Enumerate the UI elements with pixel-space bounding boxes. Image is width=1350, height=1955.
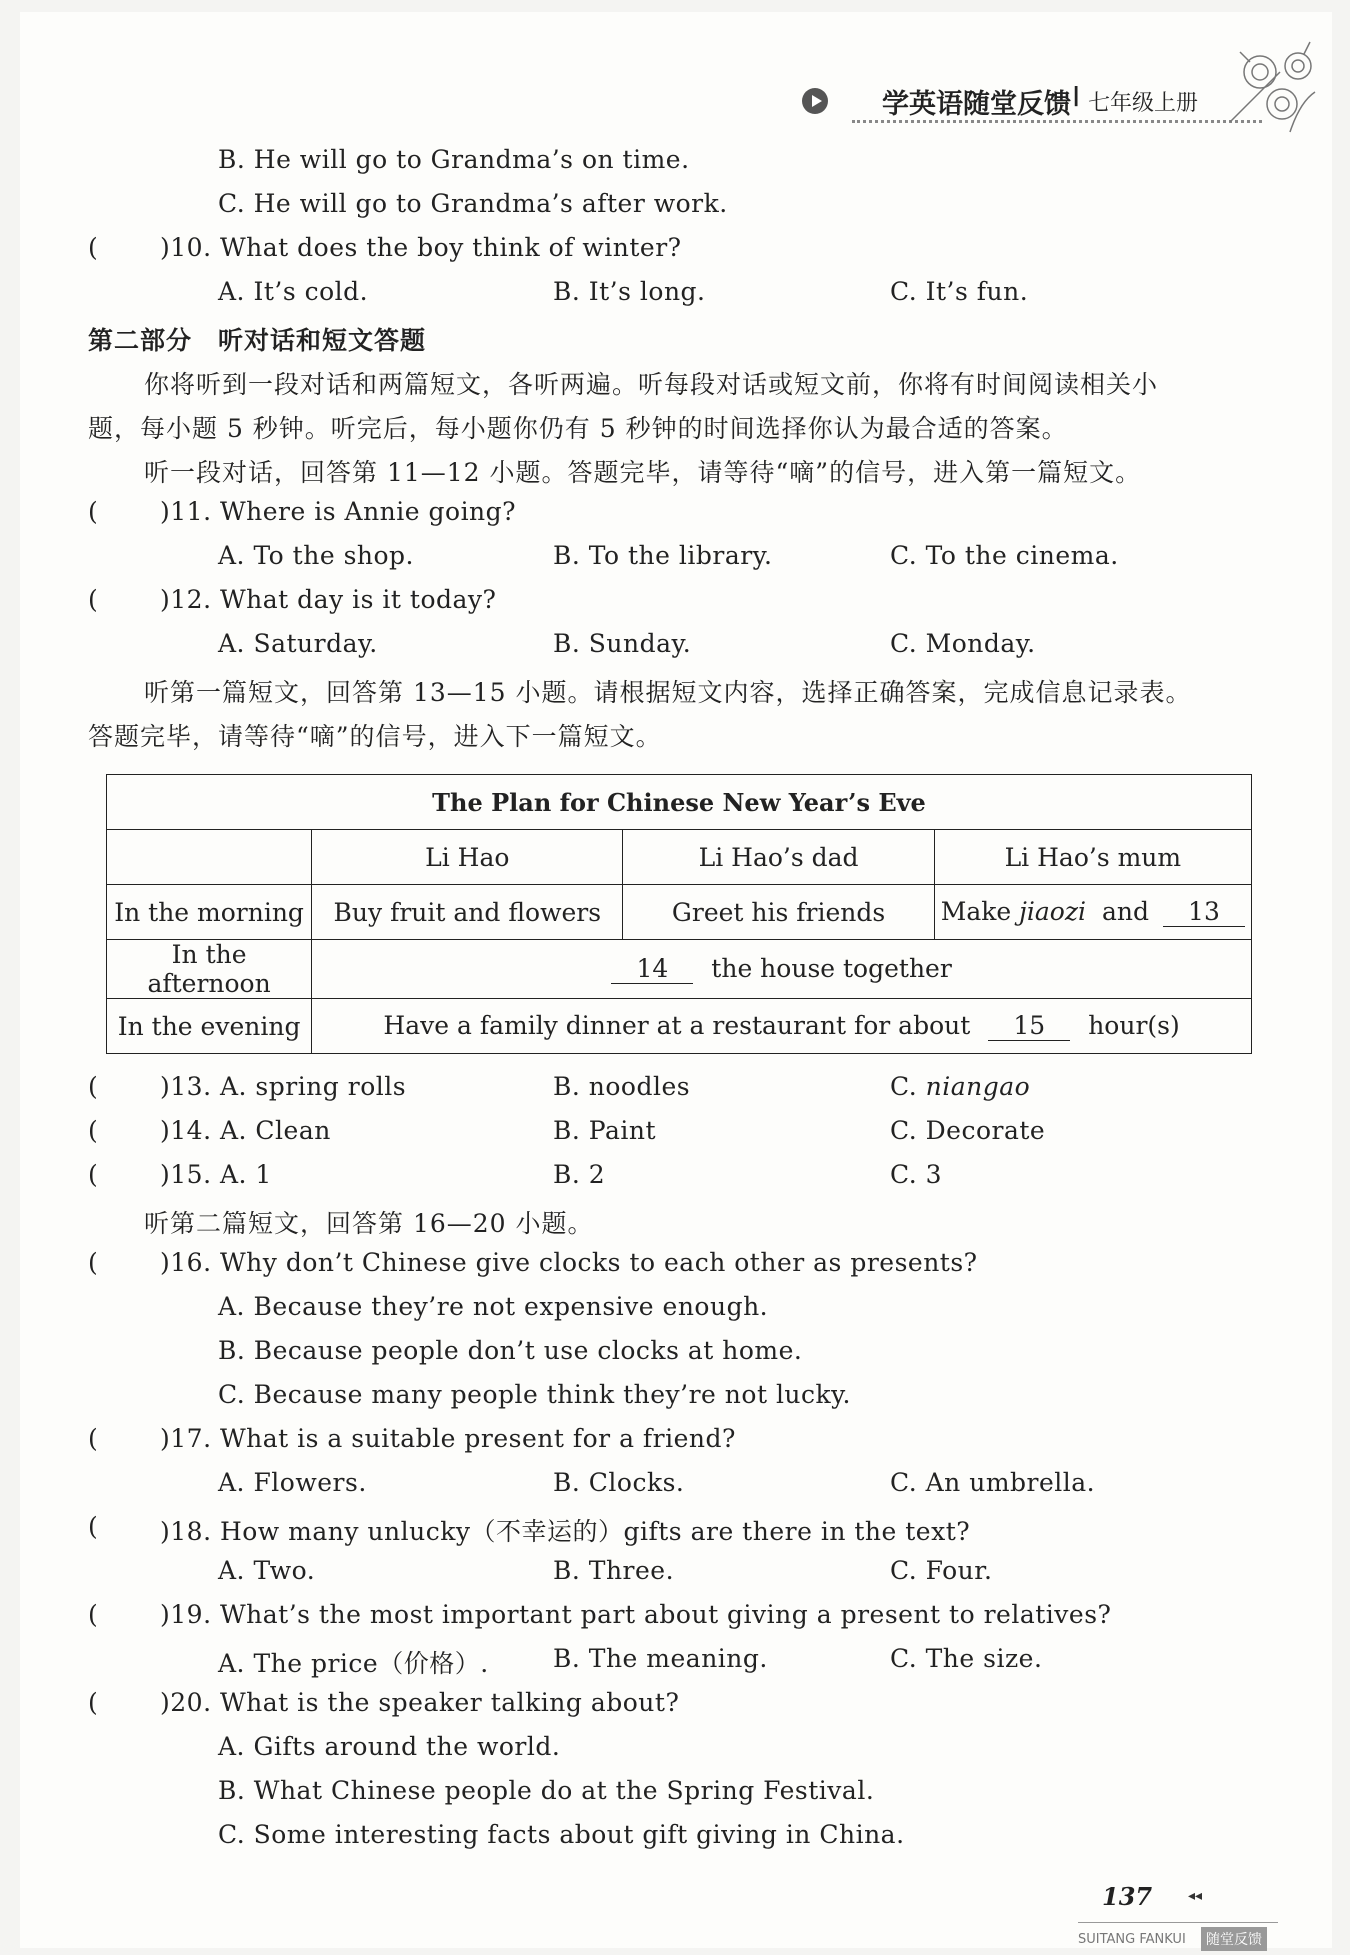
q13-stem: )13. A. spring rolls (160, 1072, 407, 1101)
header-dotted-rule (852, 120, 1262, 123)
q11-stem: )11. Where is Annie going? (160, 497, 517, 526)
q16-option-b: B. Because people don’t use clocks at home. (218, 1336, 803, 1365)
row-label-afternoon: In the afternoon (107, 940, 312, 999)
table-col-header: Li Hao (312, 830, 623, 885)
cell-afternoon (312, 940, 1252, 999)
q9-option-b: B. He will go to Grandma’s on time. (218, 145, 690, 174)
cell-li-hao-morning: Buy fruit and flowers (312, 885, 623, 940)
q13-option-c-text: niangao (925, 1072, 1031, 1101)
passage2-instruction: 听第二篇短文，回答第 16—20 小题。 (144, 1209, 594, 1238)
part2-intro-line1: 你将听到一段对话和两篇短文，各听两遍。听每段对话或短文前，你将有时间阅读相关小 (144, 370, 1159, 399)
q12-stem: )12. What day is it today? (160, 585, 497, 614)
blank-14[interactable]: 14 (611, 954, 693, 984)
q12-option-b: B. Sunday. (553, 629, 692, 658)
q15-stem: )15. A. 1 (160, 1160, 272, 1189)
q18-option-a: A. Two. (218, 1556, 316, 1585)
q10-bracket: ( (88, 233, 99, 262)
table-col-header: Li Hao’s mum (934, 830, 1251, 885)
q11-option-b: B. To the library. (553, 541, 773, 570)
flower-decoration-icon (1220, 32, 1330, 142)
table-col-header: Li Hao’s dad (623, 830, 934, 885)
q14-stem: )14. A. Clean (160, 1116, 331, 1145)
blank-15[interactable]: 15 (988, 1011, 1070, 1041)
q17-option-a: A. Flowers. (218, 1468, 367, 1497)
q10-option-a: A. It’s cold. (218, 277, 369, 306)
evening-tail: hour(s) (1088, 1011, 1180, 1040)
footer-rule (1078, 1922, 1278, 1923)
q20-option-a: A. Gifts around the world. (218, 1732, 561, 1761)
book-title: 学英语随堂反馈 (882, 89, 1071, 120)
dialog-instruction: 听一段对话，回答第 11—12 小题。答题完毕，请等待“嘀”的信号，进入第一篇短文。 (144, 458, 1142, 487)
q17-option-c: C. An umbrella. (890, 1468, 1096, 1497)
q19-stem: )19. What’s the most important part about giving a present to relatives? (160, 1600, 1112, 1629)
q19-option-b: B. The meaning. (553, 1644, 768, 1673)
cell-dad-morning: Greet his friends (623, 885, 934, 940)
afternoon-text: the house together (711, 954, 952, 983)
play-icon (802, 88, 828, 114)
q20-bracket: ( (88, 1688, 99, 1717)
q13-option-c-letter: C. (890, 1072, 918, 1101)
table-title: The Plan for Chinese New Year’s Eve (107, 775, 1252, 830)
double-arrow-left-icon: ◂◂ (1188, 1888, 1203, 1904)
page-number: 137 (1102, 1882, 1153, 1911)
q10-option-c: C. It’s fun. (890, 277, 1029, 306)
blank-13[interactable]: 13 (1163, 897, 1245, 927)
q19-bracket: ( (88, 1600, 99, 1629)
row-label-evening: In the evening (107, 999, 312, 1054)
q16-stem: )16. Why don’t Chinese give clocks to each other as presents? (160, 1248, 978, 1277)
q10-option-b: B. It’s long. (553, 277, 706, 306)
q17-stem: )17. What is a suitable present for a friend? (160, 1424, 736, 1453)
q16-option-c: C. Because many people think they’re not lucky. (218, 1380, 851, 1409)
header-separator: I (1072, 80, 1081, 113)
evening-text: Have a family dinner at a restaurant for about (383, 1011, 971, 1040)
q11-bracket: ( (88, 497, 99, 526)
q12-option-c: C. Monday. (890, 629, 1036, 658)
q11-option-a: A. To the shop. (218, 541, 415, 570)
q11-option-c: C. To the cinema. (890, 541, 1119, 570)
q19-option-c: C. The size. (890, 1644, 1043, 1673)
q20-option-c: C. Some interesting facts about gift giving in China. (218, 1820, 905, 1849)
table-corner (107, 830, 312, 885)
q19-option-a: A. The price（价格）. (218, 1649, 489, 1678)
q20-option-b: B. What Chinese people do at the Spring Festival. (218, 1776, 875, 1805)
q15-option-b: B. 2 (553, 1160, 606, 1189)
row-label-morning: In the morning (107, 885, 312, 940)
footer-brand-en: SUITANG FANKUI (1078, 1932, 1186, 1947)
mum-make-text: Make (940, 897, 1012, 926)
part2-intro-line2: 题，每小题 5 秒钟。听完后，每小题你仍有 5 秒钟的时间选择你认为最合适的答案。 (88, 414, 1068, 443)
q14-option-b: B. Paint (553, 1116, 657, 1145)
q20-stem: )20. What is the speaker talking about? (160, 1688, 680, 1717)
q17-bracket: ( (88, 1424, 99, 1453)
cell-mum-morning (934, 885, 1251, 940)
plan-table (106, 774, 1252, 1054)
cell-evening (312, 999, 1252, 1054)
q15-bracket: ( (88, 1160, 99, 1189)
passage1-instruction-line1: 听第一篇短文，回答第 13—15 小题。请根据短文内容，选择正确答案，完成信息记录表。 (144, 678, 1192, 707)
q13-option-c (890, 1072, 1030, 1101)
q12-bracket: ( (88, 585, 99, 614)
q16-option-a: A. Because they’re not expensive enough. (218, 1292, 769, 1321)
q14-bracket: ( (88, 1116, 99, 1145)
q15-option-c: C. 3 (890, 1160, 943, 1189)
q12-option-a: A. Saturday. (218, 629, 378, 658)
footer-brand-zh: 随堂反馈 (1201, 1927, 1267, 1951)
q18-bracket: ( (88, 1512, 99, 1541)
page (20, 12, 1332, 1948)
q13-option-b: B. noodles (553, 1072, 691, 1101)
book-subtitle: 七年级上册 (1088, 91, 1199, 116)
q9-option-c: C. He will go to Grandma’s after work. (218, 189, 728, 218)
part2-heading: 第二部分 听对话和短文答题 (88, 326, 427, 355)
q18-option-b: B. Three. (553, 1556, 675, 1585)
q16-bracket: ( (88, 1248, 99, 1277)
q14-option-c: C. Decorate (890, 1116, 1046, 1145)
q10-stem: )10. What does the boy think of winter? (160, 233, 682, 262)
q13-bracket: ( (88, 1072, 99, 1101)
passage1-instruction-line2: 答题完毕，请等待“嘀”的信号，进入下一篇短文。 (88, 722, 662, 751)
q18-option-c: C. Four. (890, 1556, 993, 1585)
q17-option-b: B. Clocks. (553, 1468, 685, 1497)
mum-and-text: and (1101, 897, 1149, 926)
q18-stem: )18. How many unlucky（不幸运的）gifts are there in the text? (160, 1517, 971, 1546)
mum-jiaozi-text: jiaozi (1019, 897, 1087, 926)
